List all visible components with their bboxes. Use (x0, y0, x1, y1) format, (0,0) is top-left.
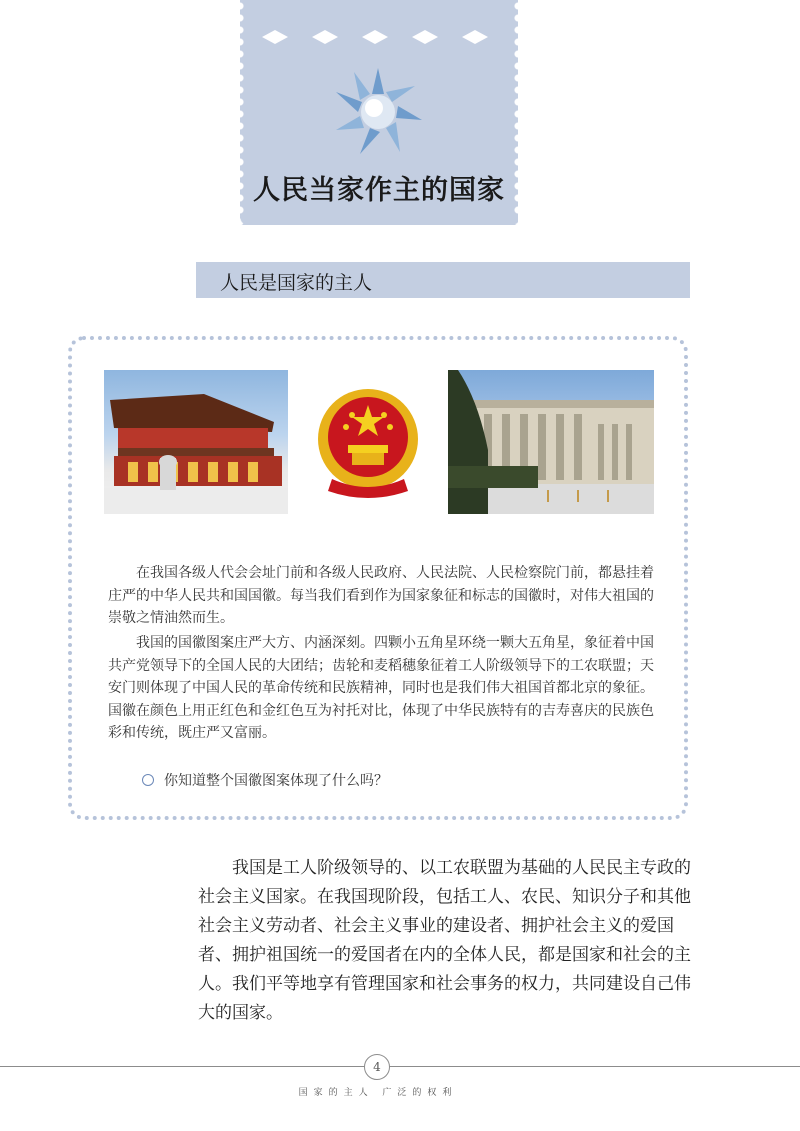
national-emblem-icon (312, 383, 424, 501)
box-paragraph-1: 在我国各级人代会会址门前和各级人民政府、人民法院、人民检察院门前，都悬挂着庄严的中华人民共和国国徽。每当我们看到作为国家象征和标志的国徽时，对伟大祖国的崇敬之情油然而生。 (108, 565, 654, 626)
footer-rule (0, 1066, 800, 1067)
banner-scalloped-edge (240, 218, 518, 232)
main-paragraph: 我国是工人阶级领导的、以工农联盟为基础的人民民主专政的社会主义国家。在我国现阶段，包括工人、农民、知识分子和其他社会主义劳动者、社会主义事业的建设者、拥护社会主义的爱国者、拥护祖国统一的爱国者在内的全体人民，都是国家和社会的主人。我们平等地享有管理国家和社会事务的权力，共同建设自己伟大的国家。 (198, 858, 691, 1023)
building-photo-left (104, 370, 288, 514)
chapter-title: 人民当家作主的国家 (253, 175, 505, 206)
running-title: 国家的主人 广泛的权利 (298, 1088, 458, 1098)
circle-bullet-icon (142, 774, 154, 786)
discussion-question (142, 770, 388, 790)
section-title: 人民是国家的主人 (220, 272, 373, 294)
box-paragraph-2: 我国的国徽图案庄严大方、内涵深刻。四颗小五角星环绕一颗大五角星，象征着中国共产党领导下的全国人民的大团结；齿轮和麦稻穗象征着工人阶级领导下的工农联盟；天安门则体现了中国人民的革命传统和民族精神，同时也是我们伟大祖国首都北京的象征。国徽在颜色上用正红色和金红色互为衬托对比，体现了中华民族特有的吉寿喜庆的民族色彩和传统，既庄严又富丽。 (108, 635, 654, 741)
question-text: 你知道整个国徽图案体现了什么吗？ (164, 773, 388, 789)
page-number: 4 (364, 1054, 390, 1080)
building-photo-right (448, 370, 654, 514)
banner-diamond-decoration (262, 28, 497, 48)
sunburst-icon (330, 64, 426, 160)
